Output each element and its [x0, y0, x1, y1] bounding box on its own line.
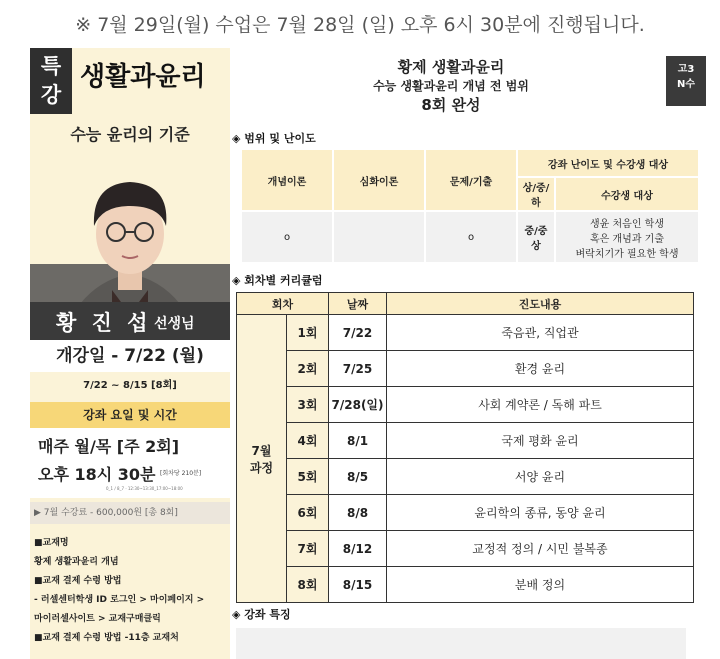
curriculum-table [236, 292, 694, 603]
col-problem: 문제/기출 [425, 149, 517, 211]
course-header-subtitle: 수능 생활과윤리 개념 전 범위 [373, 79, 529, 93]
course-info-panel [30, 48, 230, 659]
course-period: 7/22 ~ 8/15 [8회] [83, 380, 177, 391]
course-header-count: 8회 완성 [421, 96, 481, 114]
col-level: 상/중/ 하 [517, 177, 555, 211]
col-concept: 개념이론 [241, 149, 333, 211]
table-row [237, 315, 694, 351]
session-num: 6회 [287, 495, 329, 531]
table-row [237, 351, 694, 387]
special-lecture-badge [30, 48, 72, 118]
session-date: 7/25 [329, 351, 387, 387]
session-date: 7/22 [329, 315, 387, 351]
session-content: 죽음관, 직업관 [387, 315, 694, 351]
table-row [237, 387, 694, 423]
weekly-days: 매주 월/목 [주 2회] [38, 437, 180, 456]
group-label: 7월 과정 [237, 315, 287, 603]
table-row [237, 459, 694, 495]
schedule-notice: ※ 7월 29일(월) 수업은 7월 28일 (일) 오후 6시 30분에 진행됩니다. [75, 14, 645, 36]
val-problem: o [425, 211, 517, 263]
val-level: 중/중 상 [517, 211, 555, 263]
session-date: 8/5 [329, 459, 387, 495]
session-num: 3회 [287, 387, 329, 423]
head-content: 진도내용 [387, 293, 694, 315]
class-time: 오후 18시 30분 [38, 465, 156, 484]
tuition-fee: ▶ 7월 수강료 - 600,000원 [총 8회] [30, 502, 230, 524]
teacher-suffix: 선생님 [154, 316, 195, 332]
grade-badge-line1: 고3 [677, 64, 695, 75]
open-date: 개강일 - 7/22 (월) [30, 340, 230, 372]
table-row [237, 567, 694, 603]
session-content: 분배 정의 [387, 567, 694, 603]
info-line: ■교재명 [34, 538, 69, 548]
scope-table [240, 148, 700, 264]
days-header: 강좌 요일 및 시간 [30, 402, 230, 428]
teacher-name: 황 진 섭 [56, 311, 152, 335]
session-date: 7/28(일) [329, 387, 387, 423]
special-label-bottom: 강 [40, 83, 62, 107]
session-content: 사회 계약론 / 독해 파트 [387, 387, 694, 423]
session-num: 2회 [287, 351, 329, 387]
tagline: 수능 윤리의 기준 [70, 125, 190, 144]
session-num: 7회 [287, 531, 329, 567]
features-box [236, 628, 686, 659]
col-target: 수강생 대상 [555, 177, 699, 211]
time-note: [회차당 210분] [160, 470, 202, 477]
features-section-label: ◈ 강좌 특징 [232, 608, 291, 621]
table-row [237, 423, 694, 459]
course-header-title: 황제 생활과윤리 [397, 58, 505, 76]
session-num: 8회 [287, 567, 329, 603]
info-line: ■교재 결제 수령 방법 -11층 교재처 [34, 633, 179, 643]
info-line: 마이러셀사이트 > 교재구매클릭 [34, 614, 161, 624]
info-line: ■교재 결제 수령 방법 [34, 576, 122, 586]
val-target: 생윤 처음인 학생 혹은 개념과 기출 벼락치기가 필요한 학생 [555, 211, 699, 263]
session-date: 8/12 [329, 531, 387, 567]
head-session: 회차 [237, 293, 329, 315]
session-date: 8/8 [329, 495, 387, 531]
curriculum-section-label: ◈ 회차별 커리큘럼 [232, 274, 323, 287]
session-num: 4회 [287, 423, 329, 459]
session-num: 5회 [287, 459, 329, 495]
table-row [237, 531, 694, 567]
scope-section-label: ◈ 범위 및 난이도 [232, 132, 316, 145]
textbook-info [34, 534, 228, 648]
session-date: 8/15 [329, 567, 387, 603]
session-content: 서양 윤리 [387, 459, 694, 495]
table-row [237, 495, 694, 531]
session-date: 8/1 [329, 423, 387, 459]
course-name: 생활과윤리 [80, 62, 206, 92]
time-subnote: 0_1 / 8_7 · 12:30~13:30_17:00~18:00 [106, 486, 183, 491]
schedule-box [30, 428, 230, 498]
session-content: 윤리학의 종류, 동양 윤리 [387, 495, 694, 531]
session-content: 환경 윤리 [387, 351, 694, 387]
val-advanced [333, 211, 425, 263]
grade-badge [666, 56, 706, 106]
course-header [236, 56, 666, 115]
grade-badge-line2: N수 [676, 79, 696, 90]
val-concept: o [241, 211, 333, 263]
session-content: 교정적 정의 / 시민 불복종 [387, 531, 694, 567]
special-label-top: 특 [40, 54, 62, 78]
session-num: 1회 [287, 315, 329, 351]
session-content: 국제 평화 윤리 [387, 423, 694, 459]
info-line: - 러셀센터학생 ID 로그인 > 마이페이지 > [34, 595, 205, 605]
teacher-name-bar [30, 302, 230, 340]
info-line: 황제 생활과윤리 개념 [34, 557, 119, 567]
col-advanced: 심화이론 [333, 149, 425, 211]
head-date: 날짜 [329, 293, 387, 315]
col-group: 강좌 난이도 및 수강생 대상 [517, 149, 699, 177]
